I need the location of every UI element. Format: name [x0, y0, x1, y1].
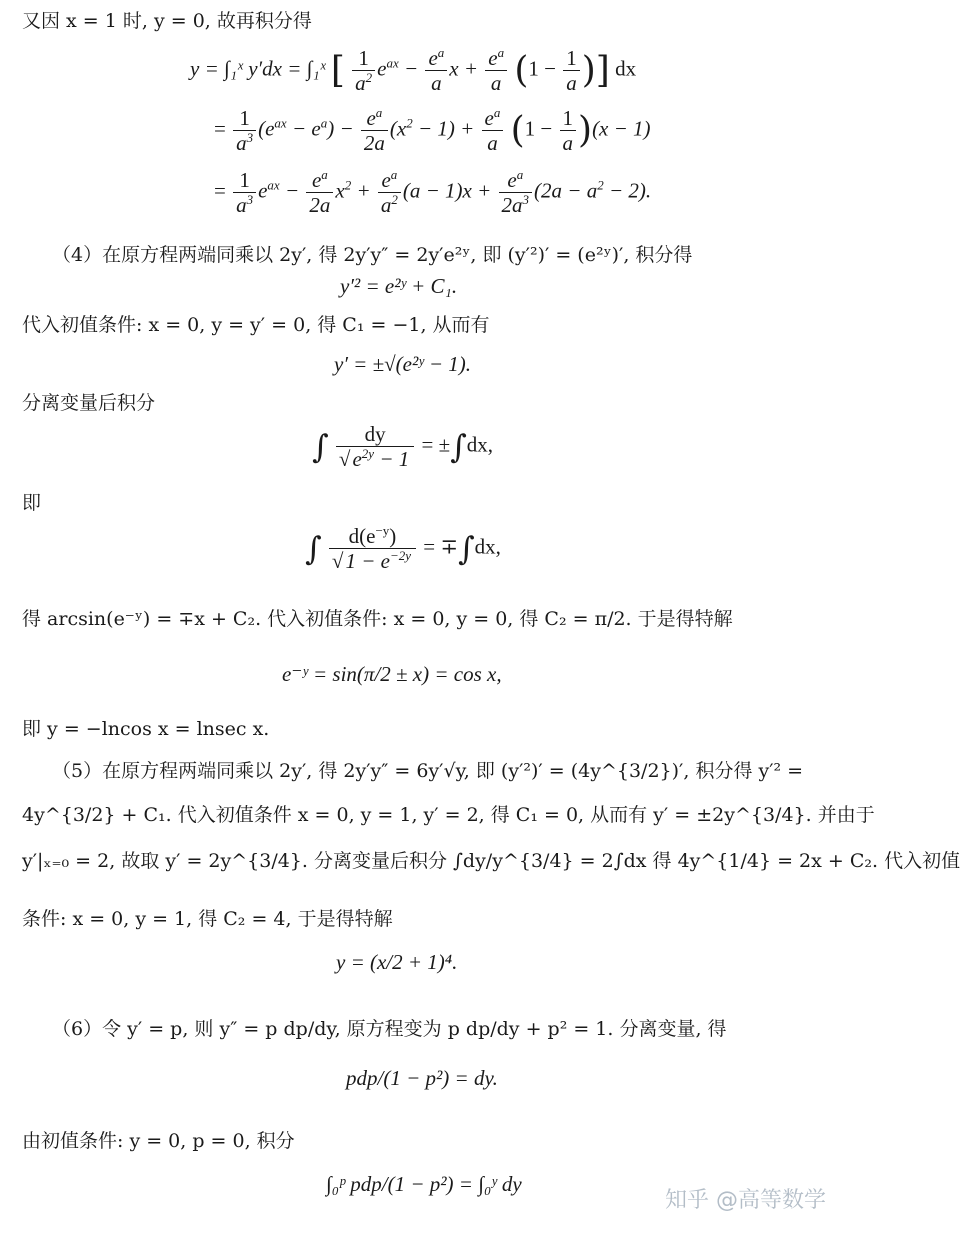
equation-line-2: = $\frac{1}{a^3}$ $(e^{ax} - e^a)$ − $\frac{e^a}{2a}$ $(x^2 - 1)$ + $\frac{e^a}{a}$ (1 − $\frac{1}{a}$ )(x − 1) — [214, 105, 651, 156]
watermark: 知乎 @高等数学 — [665, 1188, 826, 1213]
p5-line-1: （5）在原方程两端同乘以 2y′, 得 2y′y″ = 6y′√y, 即 (y′²)′ = (4y^{3/2})′, 积分得 y′² = — [52, 760, 804, 782]
p4-final: 即 y = −lncos x = lnsec x. — [22, 718, 270, 740]
p4-init: 代入初值条件: x = 0, y = y′ = 0, 得 C₁ = −1, 从而有 — [22, 314, 490, 336]
p5-solution: y = (x/2 + 1)⁴. — [336, 950, 458, 974]
p4-text: （4）在原方程两端同乘以 2y′, 得 2y′y″ = 2y′e²ʸ, 即 (y′²)′ = (e²ʸ)′, 积分得 — [52, 244, 693, 266]
p4-solution: e⁻ʸ = sin(π/2 ± x) = cos x, — [282, 662, 502, 686]
p4-sep: 分离变量后积分 — [22, 392, 156, 414]
p5-line-4: 条件: x = 0, y = 1, 得 C₂ = 4, 于是得特解 — [22, 908, 393, 930]
eq-line3-prefix: = — [214, 178, 226, 203]
p4-arcsin: 得 arcsin(e⁻ʸ) = ∓x + C₂. 代入初值条件: x = 0, y = 0, 得 C₂ = π/2. 于是得特解 — [22, 608, 733, 630]
eq-y-tail: dx — [615, 56, 637, 81]
p4-eq2: y′ = ±√(e²ʸ − 1). — [334, 352, 472, 376]
p6-integral: ∫₀ᵖ pdp/(1 − p²) = ∫₀ʸ dy — [326, 1172, 522, 1196]
eq-y-head: y = ∫₁ˣ y′dx = ∫₁ˣ — [190, 56, 326, 81]
p6-line-1: （6）令 y′ = p, 则 y″ = p dp/dy, 原方程变为 p dp/dy + p² = 1. 分离变量, 得 — [52, 1018, 727, 1040]
equation-y-integral: y = ∫₁ˣ y′dx = ∫₁ˣ [ $\frac{1}{a^2}$ $e^{ax}$ − $\frac{e^a}{a}$ x + $\frac{e^a}{a}$ (1 − $\frac{1}{a}$ )] dx — [190, 45, 637, 96]
p5-line-3: y′|ₓ₌₀ = 2, 故取 y′ = 2y^{3/4}. 分离变量后积分 ∫dy/y^{3/4} = 2∫dx 得 4y^{1/4} = 2x + C₂. 代入初值 — [22, 850, 960, 872]
p4-integral-1: ∫ $\frac{dy}{√e^{2y} - 1}$ = ±∫dx, — [312, 422, 494, 472]
p6-eq: pdp/(1 − p²) = dy. — [346, 1066, 498, 1090]
ji-1: 即 — [22, 492, 42, 514]
eq-line2-prefix: = — [214, 116, 226, 141]
p6-init: 由初值条件: y = 0, p = 0, 积分 — [22, 1130, 295, 1152]
p4-integral-2: ∫ $\frac{d(e^{-y})}{√1 - e^{-2y}}$ = ∓∫dx, — [305, 523, 501, 574]
p5-line-2: 4y^{3/2} + C₁. 代入初值条件 x = 0, y = 1, y′ = 2, 得 C₁ = 0, 从而有 y′ = ±2y^{3/4}. 并由于 — [22, 804, 875, 826]
equation-line-3: = $\frac{1}{a^3}$ $e^{ax}$ − $\frac{e^a}{2a}$ $x^2$ + $\frac{e^a}{a^2}$ (a − 1)x + $\frac{e^a}{2a^3}$ $(2a - a^2 - 2)$. — [214, 167, 652, 218]
text-line-1: 又因 x = 1 时, y = 0, 故再积分得 — [22, 10, 312, 32]
p4-eq: y′² = e²ʸ + C₁. — [340, 274, 458, 298]
